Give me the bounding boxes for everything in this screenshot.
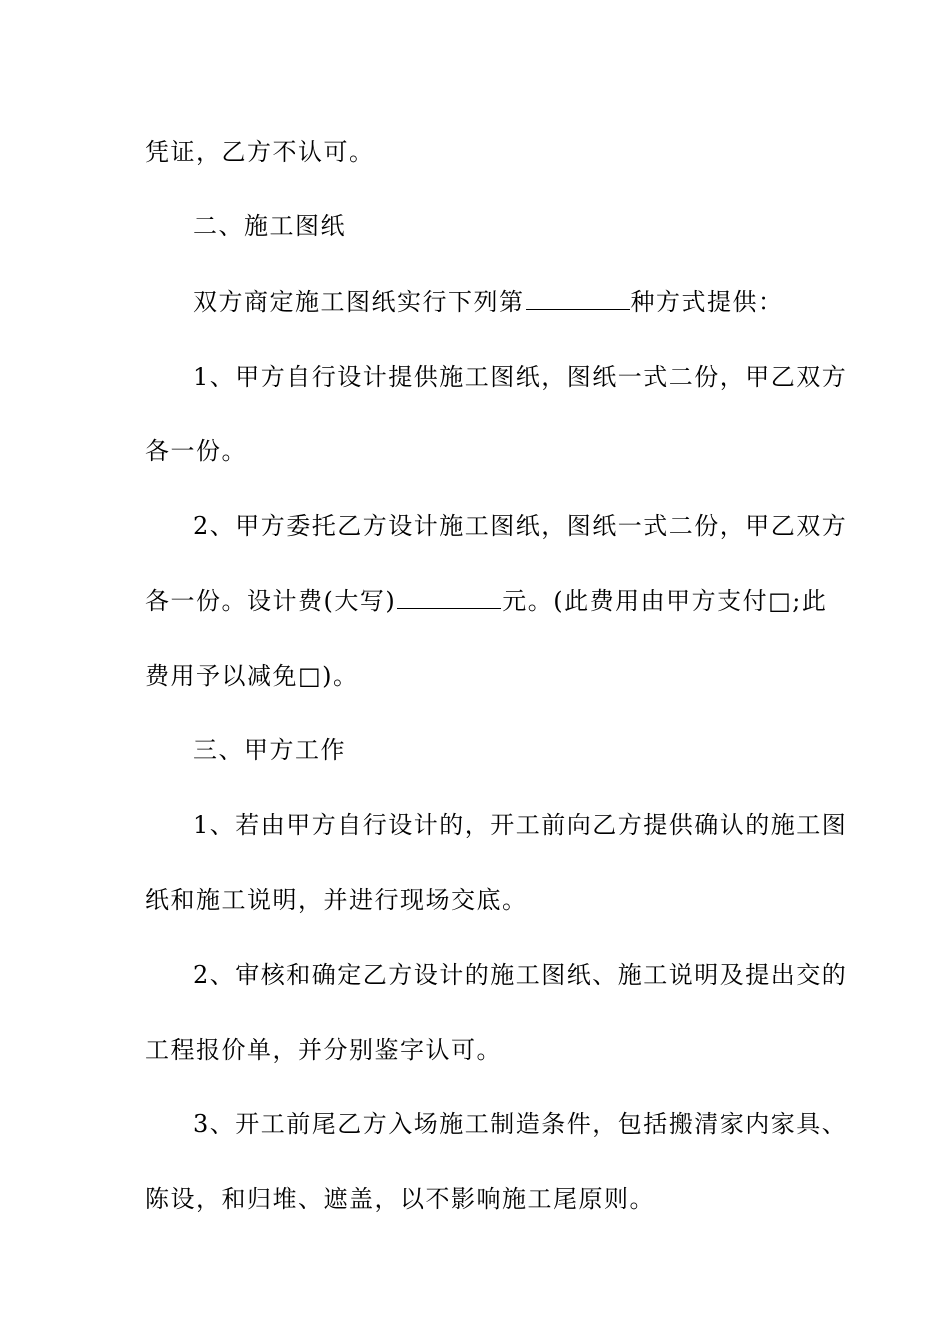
line-text: 费用予以减免□)。 xyxy=(145,662,359,690)
line-text: 1、若由甲方自行设计的，开工前向乙方提供确认的施工图 xyxy=(193,811,848,839)
paragraph-line xyxy=(145,581,828,621)
section-heading xyxy=(193,206,863,246)
paragraph-line xyxy=(193,955,863,995)
line-text-before-blank: 双方商定施工图纸实行下列第 xyxy=(193,288,525,316)
fill-in-blank xyxy=(526,285,630,310)
line-text: 各一份。 xyxy=(145,437,247,465)
paragraph-line xyxy=(193,282,863,322)
line-text-after-blank: 元。(此费用由甲方支付□;此 xyxy=(502,587,828,615)
line-text: 陈设，和归堆、遮盖，以不影响施工尾原则。 xyxy=(145,1185,655,1213)
fill-in-blank xyxy=(397,584,501,609)
paragraph-line xyxy=(145,656,815,696)
line-text: 工程报价单，并分别鉴字认可。 xyxy=(145,1036,502,1064)
line-text: 2、审核和确定乙方设计的施工图纸、施工说明及提出交的 xyxy=(193,961,848,989)
paragraph-line xyxy=(193,1104,863,1144)
paragraph-line xyxy=(193,805,863,845)
line-text: 2、甲方委托乙方设计施工图纸，图纸一式二份，甲乙双方 xyxy=(193,512,848,540)
heading-text: 三、甲方工作 xyxy=(193,736,346,764)
paragraph-line xyxy=(193,506,863,546)
section-heading xyxy=(193,730,863,770)
paragraph-line xyxy=(193,357,863,397)
line-text: 1、甲方自行设计提供施工图纸，图纸一式二份，甲乙双方 xyxy=(193,363,848,391)
paragraph-line xyxy=(145,880,815,920)
line-text: 3、开工前尾乙方入场施工制造条件，包括搬清家内家具、 xyxy=(193,1110,848,1138)
heading-text: 二、施工图纸 xyxy=(193,212,346,240)
line-text-after-blank: 种方式提供： xyxy=(630,288,784,316)
paragraph-line xyxy=(145,132,815,172)
paragraph-line xyxy=(145,1179,815,1219)
paragraph-line xyxy=(145,1030,815,1070)
line-text: 纸和施工说明，并进行现场交底。 xyxy=(145,886,528,914)
line-text-before-blank: 各一份。设计费(大写) xyxy=(145,587,397,615)
line-text: 凭证，乙方不认可。 xyxy=(145,138,375,166)
paragraph-line xyxy=(145,431,815,471)
